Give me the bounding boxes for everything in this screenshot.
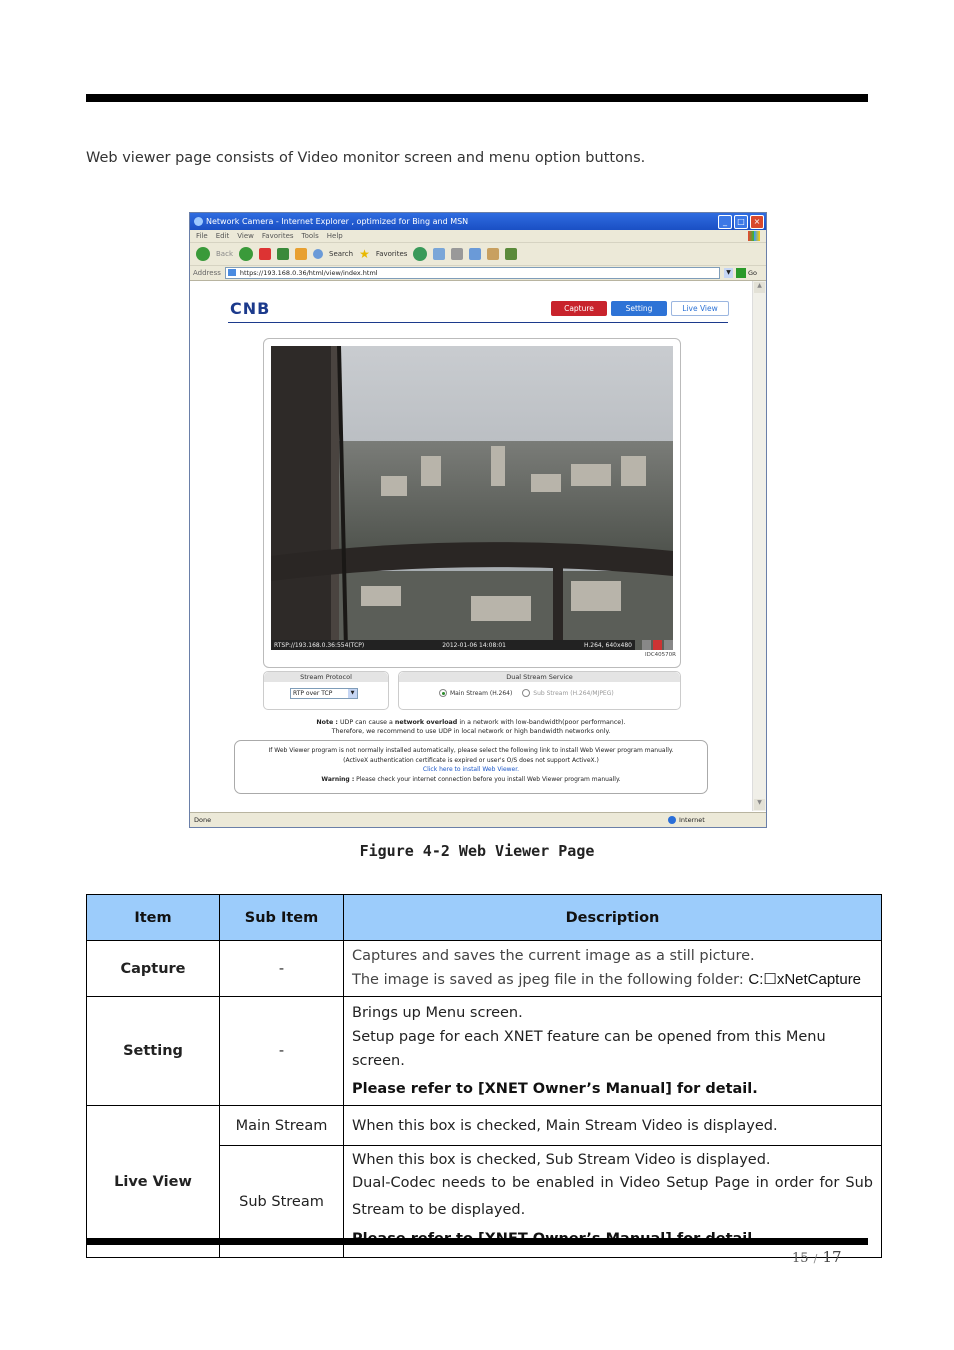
header-description: Description bbox=[344, 895, 882, 941]
setting-button[interactable]: Setting bbox=[611, 301, 667, 316]
table-header-row bbox=[87, 895, 882, 941]
item-live-view: Live View bbox=[87, 1106, 220, 1258]
live-view-button[interactable]: Live View bbox=[671, 301, 729, 316]
status-zone: Internet bbox=[679, 816, 705, 824]
home-icon[interactable] bbox=[295, 248, 307, 260]
menu-edit[interactable]: Edit bbox=[215, 232, 230, 240]
page-current: 15 bbox=[792, 1251, 809, 1266]
menu-favorites[interactable]: Favorites bbox=[261, 232, 294, 240]
page-separator: / bbox=[813, 1252, 818, 1265]
browser-titlebar bbox=[190, 213, 766, 230]
discuss-icon[interactable] bbox=[487, 248, 499, 260]
ie-icon bbox=[194, 217, 203, 226]
udp-note bbox=[230, 718, 712, 736]
capture-path: C:☐xNetCapture bbox=[748, 971, 862, 988]
capture-line2: The image is saved as jpeg file in the following folder: bbox=[352, 972, 744, 988]
browser-statusbar bbox=[190, 812, 766, 827]
footer-rule bbox=[86, 1238, 868, 1245]
cnb-logo: CNB bbox=[230, 299, 271, 318]
sub-stream-radio[interactable] bbox=[522, 689, 613, 697]
stream-protocol-title: Stream Protocol bbox=[264, 672, 388, 682]
back-label[interactable]: Back bbox=[216, 250, 233, 258]
table-row bbox=[87, 1106, 882, 1146]
stop-icon[interactable] bbox=[259, 248, 271, 260]
history-icon[interactable] bbox=[433, 248, 445, 260]
note-text-a: UDP can cause a bbox=[339, 719, 393, 726]
stream-protocol-panel bbox=[263, 671, 389, 710]
status-done: Done bbox=[194, 816, 212, 824]
minimize-icon[interactable]: _ bbox=[718, 215, 732, 229]
figure-caption: Figure 4-2 Web Viewer Page bbox=[359, 842, 595, 860]
close-icon[interactable]: × bbox=[750, 215, 764, 229]
scroll-down-icon[interactable]: ▼ bbox=[754, 799, 765, 810]
desc-capture bbox=[344, 941, 882, 997]
intro-text: Web viewer page consists of Video monitor screen and menu option buttons. bbox=[86, 150, 646, 166]
nav-divider bbox=[228, 322, 728, 323]
table-row bbox=[87, 997, 882, 1106]
address-label: Address bbox=[193, 269, 221, 277]
edit-icon[interactable] bbox=[469, 248, 481, 260]
video-codec: H.264, 640x480 bbox=[583, 641, 632, 649]
header-item: Item bbox=[87, 895, 220, 941]
menu-tools[interactable]: Tools bbox=[301, 232, 319, 240]
messenger-icon[interactable] bbox=[505, 248, 517, 260]
media-icon[interactable] bbox=[413, 247, 427, 261]
note-label: Note : bbox=[316, 719, 338, 726]
windows-flag-icon bbox=[748, 231, 760, 241]
dual-stream-title: Dual Stream Service bbox=[399, 672, 680, 682]
item-setting: Setting bbox=[87, 997, 220, 1106]
radio-unchecked-icon bbox=[522, 689, 530, 697]
address-bar bbox=[190, 266, 766, 281]
page-total: 17 bbox=[822, 1248, 842, 1266]
favorites-star-icon[interactable]: ★ bbox=[359, 247, 370, 261]
search-label[interactable]: Search bbox=[329, 250, 354, 258]
sub-setting: - bbox=[220, 997, 344, 1106]
note-text-bold: network overload bbox=[394, 719, 458, 726]
main-stream-label: Main Stream (H.264) bbox=[450, 689, 513, 697]
go-arrow-icon bbox=[736, 268, 746, 278]
address-url: https://193.168.0.36/html/view/index.html bbox=[239, 269, 378, 277]
header-sub-item: Sub Item bbox=[220, 895, 344, 941]
web-viewer-table bbox=[86, 894, 882, 1258]
stream-protocol-value: RTP over TCP bbox=[293, 690, 333, 697]
browser-toolbar bbox=[190, 243, 766, 266]
search-icon[interactable] bbox=[313, 249, 323, 259]
video-timestamp: 2012-01-06 14:08:01 bbox=[442, 641, 506, 649]
internet-zone-icon bbox=[668, 816, 676, 824]
snapshot-icon[interactable] bbox=[664, 640, 673, 650]
setting-line1: Brings up Menu screen. bbox=[352, 1005, 523, 1021]
forward-icon[interactable] bbox=[239, 247, 253, 261]
install-line1: If Web Viewer program is not normally installed automatically, please select the following link to install Web Viewer program manually. bbox=[268, 747, 674, 754]
sub-capture: - bbox=[220, 941, 344, 997]
video-monitor bbox=[263, 338, 681, 668]
main-stream-radio[interactable] bbox=[439, 689, 512, 697]
live-video-image bbox=[271, 346, 673, 650]
chevron-down-icon[interactable]: ▼ bbox=[348, 689, 357, 698]
radio-checked-icon bbox=[439, 689, 447, 697]
header-rule bbox=[86, 94, 868, 102]
item-capture: Capture bbox=[87, 941, 220, 997]
note-text-c: in a network with low-bandwidth(poor performance). bbox=[459, 719, 626, 726]
sub-main-stream: Main Stream bbox=[220, 1106, 344, 1146]
maximize-icon[interactable]: □ bbox=[734, 215, 748, 229]
page-number bbox=[792, 1247, 842, 1266]
video-status-bar bbox=[271, 640, 635, 650]
address-dropdown-icon[interactable]: ▼ bbox=[724, 268, 733, 278]
fullscreen-icon[interactable] bbox=[642, 640, 651, 650]
print-icon[interactable] bbox=[451, 248, 463, 260]
menu-help[interactable]: Help bbox=[326, 232, 343, 240]
video-code-label: IDC40570R bbox=[644, 652, 676, 658]
page-scrollbar[interactable] bbox=[752, 281, 766, 811]
sub-stream-label: Sub Stream (H.264/MJPEG) bbox=[533, 689, 614, 697]
warning-text: Please check your internet connection before you install Web Viewer program manually. bbox=[356, 775, 621, 783]
go-label: Go bbox=[748, 269, 758, 277]
back-icon[interactable] bbox=[196, 247, 210, 261]
setting-line3: Please refer to [XNET Owner’s Manual] for detail. bbox=[352, 1081, 758, 1097]
dual-stream-panel bbox=[398, 671, 681, 710]
table-row bbox=[87, 941, 882, 997]
menu-file[interactable]: File bbox=[196, 232, 208, 240]
sub-stream-line1: When this box is checked, Sub Stream Video is displayed. bbox=[352, 1152, 771, 1168]
refresh-icon[interactable] bbox=[277, 248, 289, 260]
web-viewer-screenshot bbox=[189, 212, 767, 828]
desc-setting bbox=[344, 997, 882, 1106]
install-link[interactable]: Click here to install Web Viewer. bbox=[422, 766, 520, 773]
capture-button[interactable]: Capture bbox=[551, 301, 607, 316]
window-title: Network Camera - Internet Explorer , optimized for Bing and MSN bbox=[206, 217, 469, 226]
webapp-content bbox=[190, 281, 752, 811]
address-input[interactable] bbox=[225, 267, 720, 279]
favorites-label[interactable]: Favorites bbox=[375, 250, 408, 258]
stream-url: RTSP://193.168.0.36:554(TCP) bbox=[274, 641, 365, 649]
setting-line2: Setup page for each XNET feature can be opened from this Menu screen. bbox=[352, 1029, 826, 1069]
desc-main-stream: When this box is checked, Main Stream Video is displayed. bbox=[344, 1106, 882, 1146]
install-line2: (ActiveX authentication certificate is expired or user's O/S does not support ActiveX.) bbox=[343, 756, 599, 764]
stream-protocol-select[interactable] bbox=[290, 688, 358, 699]
capture-line1: Captures and saves the current image as a still picture. bbox=[352, 948, 755, 964]
record-icon[interactable] bbox=[653, 640, 662, 650]
go-button[interactable] bbox=[736, 268, 766, 278]
scroll-up-icon[interactable]: ▲ bbox=[754, 282, 765, 293]
install-notice bbox=[234, 740, 708, 794]
sub-sub-stream: Sub Stream bbox=[220, 1146, 344, 1258]
note-text-line2: Therefore, we recommend to use UDP in local network or high bandwidth networks only. bbox=[331, 728, 611, 735]
menu-view[interactable]: View bbox=[237, 232, 254, 240]
browser-menubar bbox=[190, 230, 766, 243]
sub-stream-line2: Dual-Codec needs to be enabled in Video Setup Page in order for Sub Stream to be displayed. bbox=[352, 1175, 873, 1218]
warning-label: Warning : bbox=[321, 775, 355, 783]
